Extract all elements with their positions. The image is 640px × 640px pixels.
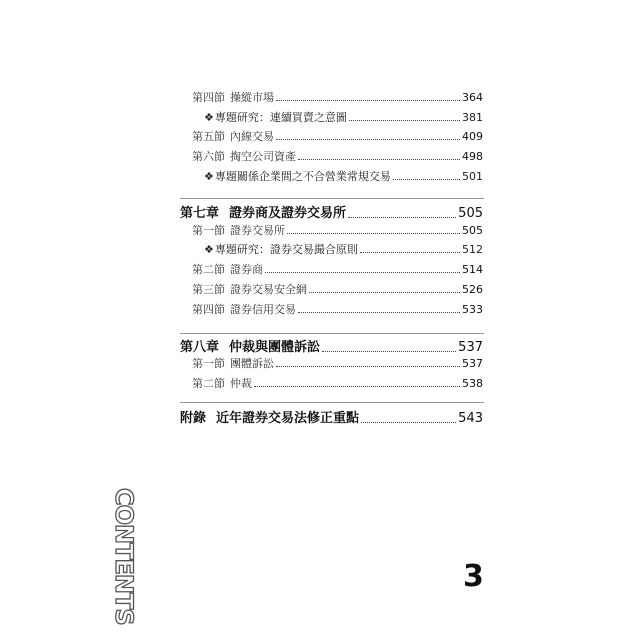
entry-page-number: 537 [462,357,483,370]
entry-page-number: 364 [462,91,483,104]
entry-title: 專題關係企業間之不合營業常規交易 [214,170,391,183]
diamond-bullet-icon: ❖ [204,111,214,124]
toc-chapter-entry [180,207,483,220]
leader-dots [254,386,460,387]
toc-topic-entry [204,244,483,255]
leader-dots [265,272,460,273]
chapter-divider [180,198,484,199]
entry-page-number: 409 [462,130,483,143]
section-number: 第一節 [192,357,225,370]
entry-title: 證券商及證券交易所 [229,206,347,221]
entry-page-number: 514 [462,263,483,276]
toc-section-entry [192,358,483,369]
section-number: 第二節 [192,377,225,390]
entry-title: 證券商 [230,263,263,276]
entry-page-number: 512 [462,243,483,256]
leader-dots [276,366,460,367]
entry-title: 專題研究：證券交易撮合原則 [214,243,358,256]
entry-page-number: 501 [462,170,483,183]
entry-title: 專題研究：連續買賣之意圖 [214,111,347,124]
leader-dots [298,312,460,313]
leader-dots [287,233,460,234]
leader-dots [298,159,460,160]
leader-dots [393,179,460,180]
entry-page-number: 505 [458,206,483,221]
entry-page-number: 498 [462,150,483,163]
entry-title: 證券交易安全網 [230,283,307,296]
diamond-bullet-icon: ❖ [204,243,214,256]
entry-title: 證券交易所 [230,224,285,237]
entry-title: 操縱市場 [230,91,274,104]
entry-page-number: 543 [458,411,483,426]
chapter-number: 附錄 [180,411,207,426]
entry-page-number: 538 [462,377,483,390]
entry-page-number: 537 [458,340,483,355]
chapter-divider [180,333,484,334]
leader-dots [361,422,456,423]
entry-title: 仲裁 [230,377,252,390]
toc-chapter-entry [180,412,483,425]
entry-title: 仲裁與團體訴訟 [229,340,321,355]
contents-side-label: CONTENTS [110,488,138,625]
entry-title: 內線交易 [230,130,274,143]
toc-topic-entry [204,112,483,123]
toc-section-entry [192,92,483,103]
entry-page-number: 505 [462,224,483,237]
toc-section-entry [192,378,483,389]
toc-section-entry [192,284,483,295]
entry-title: 團體訴訟 [230,357,274,370]
chapter-number: 第八章 [180,340,220,355]
entry-title: 證券信用交易 [230,303,296,316]
leader-dots [276,100,460,101]
toc-section-entry [192,225,483,236]
entry-title: 近年證券交易法修正重點 [216,411,360,426]
toc-topic-entry [204,171,483,182]
toc-section-entry [192,151,483,162]
entry-title: 掏空公司資產 [230,150,296,163]
toc-section-entry [192,304,483,315]
entry-page-number: 533 [462,303,483,316]
toc-chapter-entry [180,341,483,354]
leader-dots [309,292,460,293]
toc-section-entry [192,131,483,142]
leader-dots [360,252,460,253]
entry-page-number: 381 [462,111,483,124]
page-number: 3 [463,559,484,594]
section-number: 第四節 [192,91,225,104]
section-number: 第四節 [192,303,225,316]
leader-dots [322,351,456,352]
section-number: 第六節 [192,150,225,163]
leader-dots [276,139,460,140]
diamond-bullet-icon: ❖ [204,170,214,183]
section-number: 第三節 [192,283,225,296]
chapter-divider [180,402,484,403]
section-number: 第二節 [192,263,225,276]
section-number: 第一節 [192,224,225,237]
leader-dots [349,120,460,121]
leader-dots [348,217,456,218]
toc-section-entry [192,264,483,275]
section-number: 第五節 [192,130,225,143]
entry-page-number: 526 [462,283,483,296]
chapter-number: 第七章 [180,206,220,221]
